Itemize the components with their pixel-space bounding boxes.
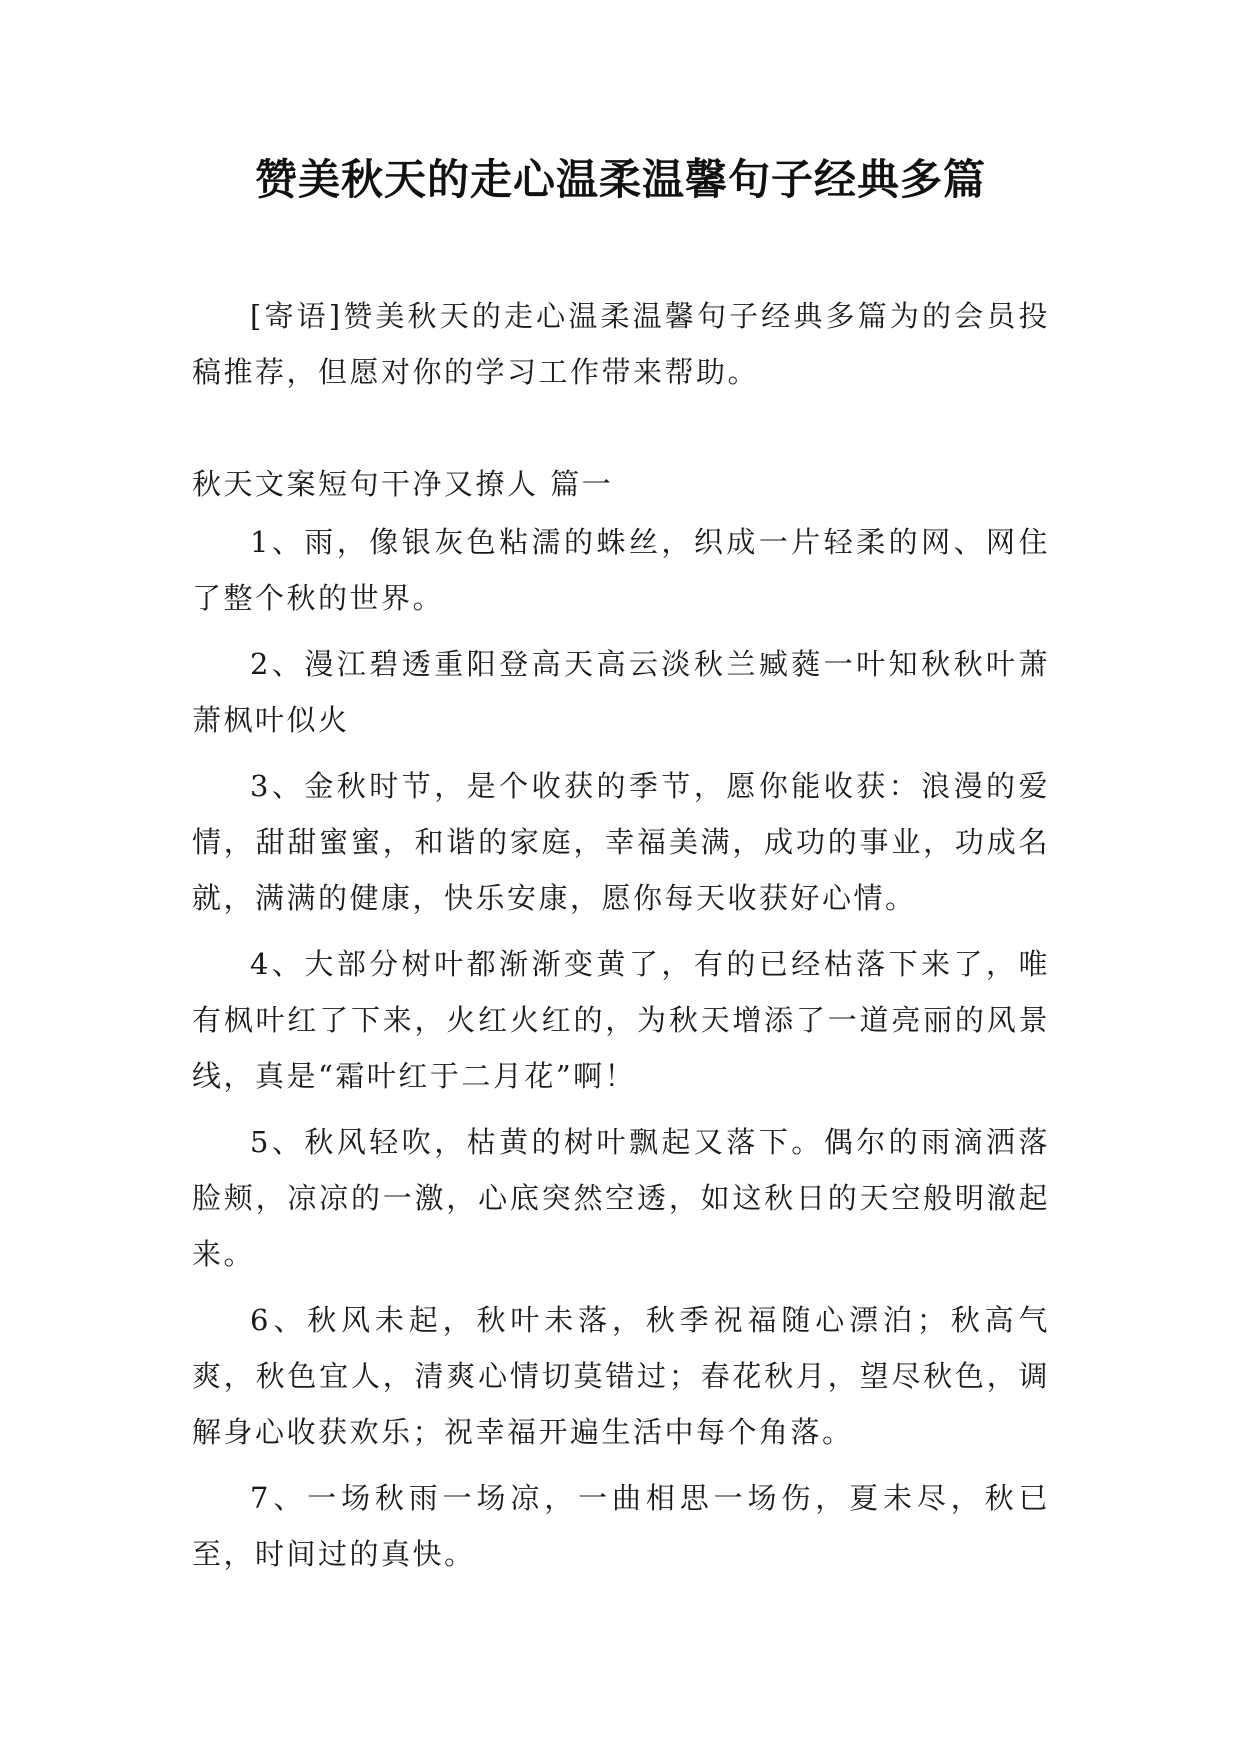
document-title: 赞美秋天的走心温柔温馨句子经典多篇 (254, 155, 986, 204)
document-body (192, 288, 1050, 1592)
list-item: 3、金秋时节，是个收获的季节，愿你能收获：浪漫的爱情，甜甜蜜蜜，和谐的家庭，幸福美满，成功的事业，功成名就，满满的健康，快乐安康，愿你每天收获好心情。 (192, 769, 1050, 915)
list-item: 7、一场秋雨一场凉，一曲相思一场伤，夏未尽，秋已至，时间过的真快。 (192, 1481, 1050, 1571)
list-item: 2、漫江碧透重阳登高天高云淡秋兰臧蕤一叶知秋秋叶萧萧枫叶似火 (192, 647, 1050, 737)
list-item: 1、雨，像银灰色粘濡的蛛丝，织成一片轻柔的网、网住了整个秋的世界。 (192, 525, 1050, 615)
list-item: 5、秋风轻吹，枯黄的树叶飘起又落下。偶尔的雨滴洒落脸颊，凉凉的一激，心底突然空透，如这秋日的天空般明澈起来。 (192, 1125, 1050, 1271)
section-heading: 秋天文案短句干净又撩人 篇一 (192, 467, 614, 501)
list-item: 4、大部分树叶都渐渐变黄了，有的已经枯落下来了，唯有枫叶红了下来，火红火红的，为秋天增添了一道亮丽的风景线，真是“霜叶红于二月花”啊！ (192, 947, 1050, 1093)
list-item: 6、秋风未起，秋叶未落，秋季祝福随心漂泊；秋高气爽，秋色宜人，清爽心情切莫错过；春花秋月，望尽秋色，调解身心收获欢乐；祝幸福开遍生活中每个角落。 (192, 1303, 1050, 1449)
intro-paragraph: [寄语]赞美秋天的走心温柔温馨句子经典多篇为的会员投稿推荐，但愿对你的学习工作带来帮助。 (192, 299, 1050, 389)
